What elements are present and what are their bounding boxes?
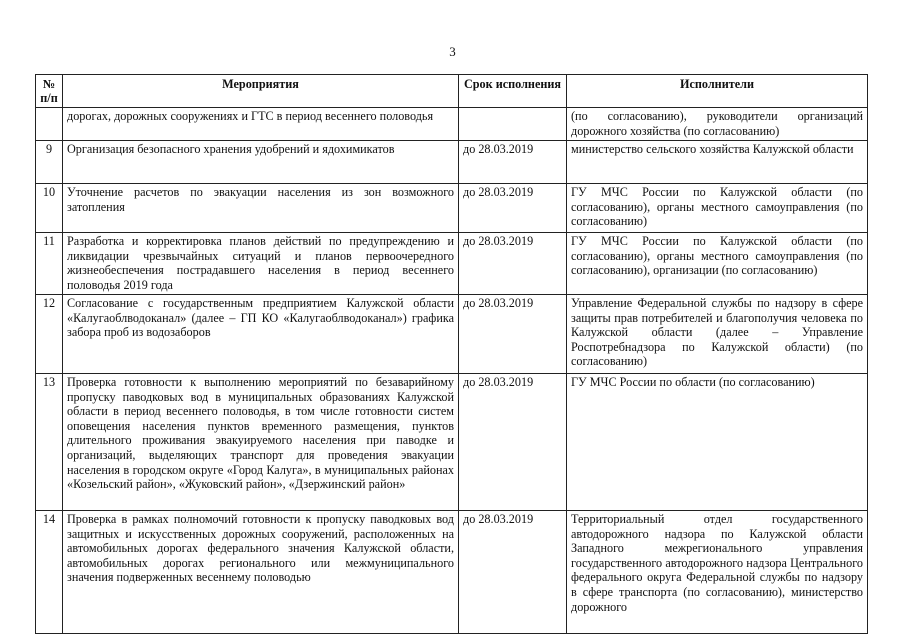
table-row	[36, 108, 868, 141]
row-activity: Проверка в рамках полномочий готовности к пропуску паводковых вод защитных и искусственных дорожных сооружений, расположенных на автомобильных дорогах федерального значения Калужской области, автомобильных дорогах регионального или межмуниципального значения подверженных весеннему половодью	[63, 511, 459, 634]
row-num: 11	[36, 233, 63, 295]
row-num: 9	[36, 141, 63, 184]
row-deadline: до 28.03.2019	[459, 184, 567, 233]
row-activity: Согласование с государственным предприятием Калужской области «Калугаоблводоканал» (далее – ГП КО «Калугаоблводоканал») графика забора проб из водозаборов	[63, 295, 459, 374]
row-executors: ГУ МЧС России по Калужской области (по согласованию), органы местного самоуправления (по согласованию)	[567, 184, 868, 233]
row-executors: Территориальный отдел государственного автодорожного надзора по Калужской области Западного межрегионального управления государственного автодорожного надзора Центрального федерального округа Федеральной службы по надзору в сфере транспорта (по согласованию), министерство дорожного	[567, 511, 868, 634]
measures-table	[35, 74, 868, 634]
header-row	[36, 75, 868, 108]
row-activity: дорогах, дорожных сооружениях и ГТС в период весеннего половодья	[63, 108, 459, 141]
table-row	[36, 184, 868, 233]
row-executors: (по согласованию), руководители организаций дорожного хозяйства (по согласованию)	[567, 108, 868, 141]
row-activity: Разработка и корректировка планов действий по предупреждению и ликвидации чрезвычайных ситуаций и планов первоочередного жизнеобеспечения пострадавшего населения в период весеннего половодья 2019 года	[63, 233, 459, 295]
table-row	[36, 295, 868, 374]
row-deadline: до 28.03.2019	[459, 141, 567, 184]
row-num: 14	[36, 511, 63, 634]
row-activity: Проверка готовности к выполнению мероприятий по безаварийному пропуску паводковых вод в муниципальных образованиях Калужской области в период весеннего половодья, в том числе готовности систем оповещения населения пунктов временного размещения, пунктов длительного проживания эвакуируемого населения при паводке и организаций, выделяющих транспорт для проведения эвакуации населения в городском округе «Город Калуга», в муниципальных районах «Козельский район», «Жуковский район», «Дзержинский район»	[63, 374, 459, 511]
header-num: № п/п	[36, 75, 63, 108]
table-row	[36, 374, 868, 511]
table-header	[36, 75, 868, 108]
row-executors: ГУ МЧС России по области (по согласованию)	[567, 374, 868, 511]
header-deadline: Срок исполнения	[459, 75, 567, 108]
table-body	[36, 108, 868, 634]
row-deadline	[459, 108, 567, 141]
page-number: 3	[449, 44, 456, 59]
row-num: 12	[36, 295, 63, 374]
row-executors: Управление Федеральной службы по надзору в сфере защиты прав потребителей и благополучия человека по Калужской области (далее – Управление Роспотребнадзора по Калужской области) (по согласованию)	[567, 295, 868, 374]
row-activity: Организация безопасного хранения удобрений и ядохимикатов	[63, 141, 459, 184]
row-num: 10	[36, 184, 63, 233]
row-deadline: до 28.03.2019	[459, 374, 567, 511]
row-num: 13	[36, 374, 63, 511]
header-activity: Мероприятия	[63, 75, 459, 108]
row-executors: министерство сельского хозяйства Калужской области	[567, 141, 868, 184]
table-row	[36, 141, 868, 184]
row-deadline: до 28.03.2019	[459, 295, 567, 374]
row-activity: Уточнение расчетов по эвакуации населения из зон возможного затопления	[63, 184, 459, 233]
header-executors: Исполнители	[567, 75, 868, 108]
row-executors: ГУ МЧС России по Калужской области (по согласованию), органы местного самоуправления (по согласованию), организации (по согласованию)	[567, 233, 868, 295]
row-num	[36, 108, 63, 141]
row-deadline: до 28.03.2019	[459, 511, 567, 634]
row-deadline: до 28.03.2019	[459, 233, 567, 295]
table-row	[36, 233, 868, 295]
table-row	[36, 511, 868, 634]
